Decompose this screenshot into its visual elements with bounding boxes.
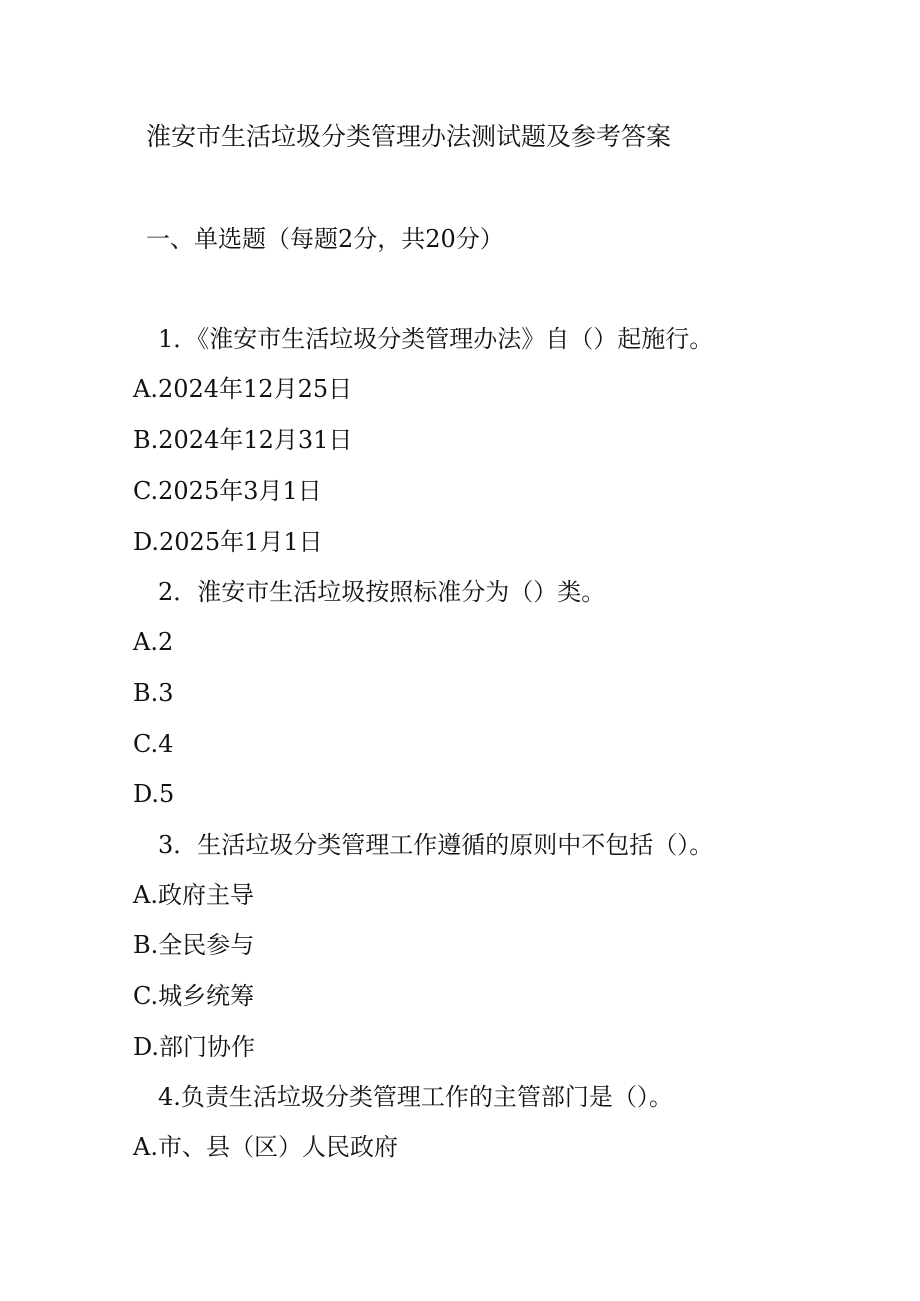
question-2-option-a: A.2 (133, 628, 174, 656)
question-1-option-a: A.2024年12月25日 (133, 375, 353, 403)
question-2-option-d: D.5 (133, 780, 175, 808)
question-4-option-a: A.市、县（区）人民政府 (133, 1133, 398, 1161)
document-title: 淮安市生活垃圾分类管理办法测试题及参考答案 (146, 122, 672, 151)
question-1-option-b: B.2024年12月31日 (133, 426, 353, 454)
question-3-option-b: B.全民参与 (133, 931, 255, 959)
question-3-option-d: D.部门协作 (133, 1033, 256, 1061)
question-2-option-b: B.3 (133, 679, 174, 707)
question-3-option-a: A.政府主导 (133, 881, 254, 909)
question-2-stem: 2．淮安市生活垃圾按照标准分为（）类。 (158, 578, 606, 606)
question-4-stem: 4.负责生活垃圾分类管理工作的主管部门是（）。 (158, 1083, 673, 1111)
question-3-option-c: C.城乡统筹 (133, 982, 255, 1010)
question-1-option-d: D.2025年1月1日 (133, 528, 323, 556)
question-1-option-c: C.2025年3月1日 (133, 477, 322, 505)
section-heading: 一、单选题（每题2分，共20分） (146, 225, 504, 253)
question-2-option-c: C.4 (133, 730, 174, 758)
question-1-stem: 1．《淮安市生活垃圾分类管理办法》自（）起施行。 (158, 325, 714, 353)
question-3-stem: 3．生活垃圾分类管理工作遵循的原则中不包括（）。 (158, 831, 714, 859)
